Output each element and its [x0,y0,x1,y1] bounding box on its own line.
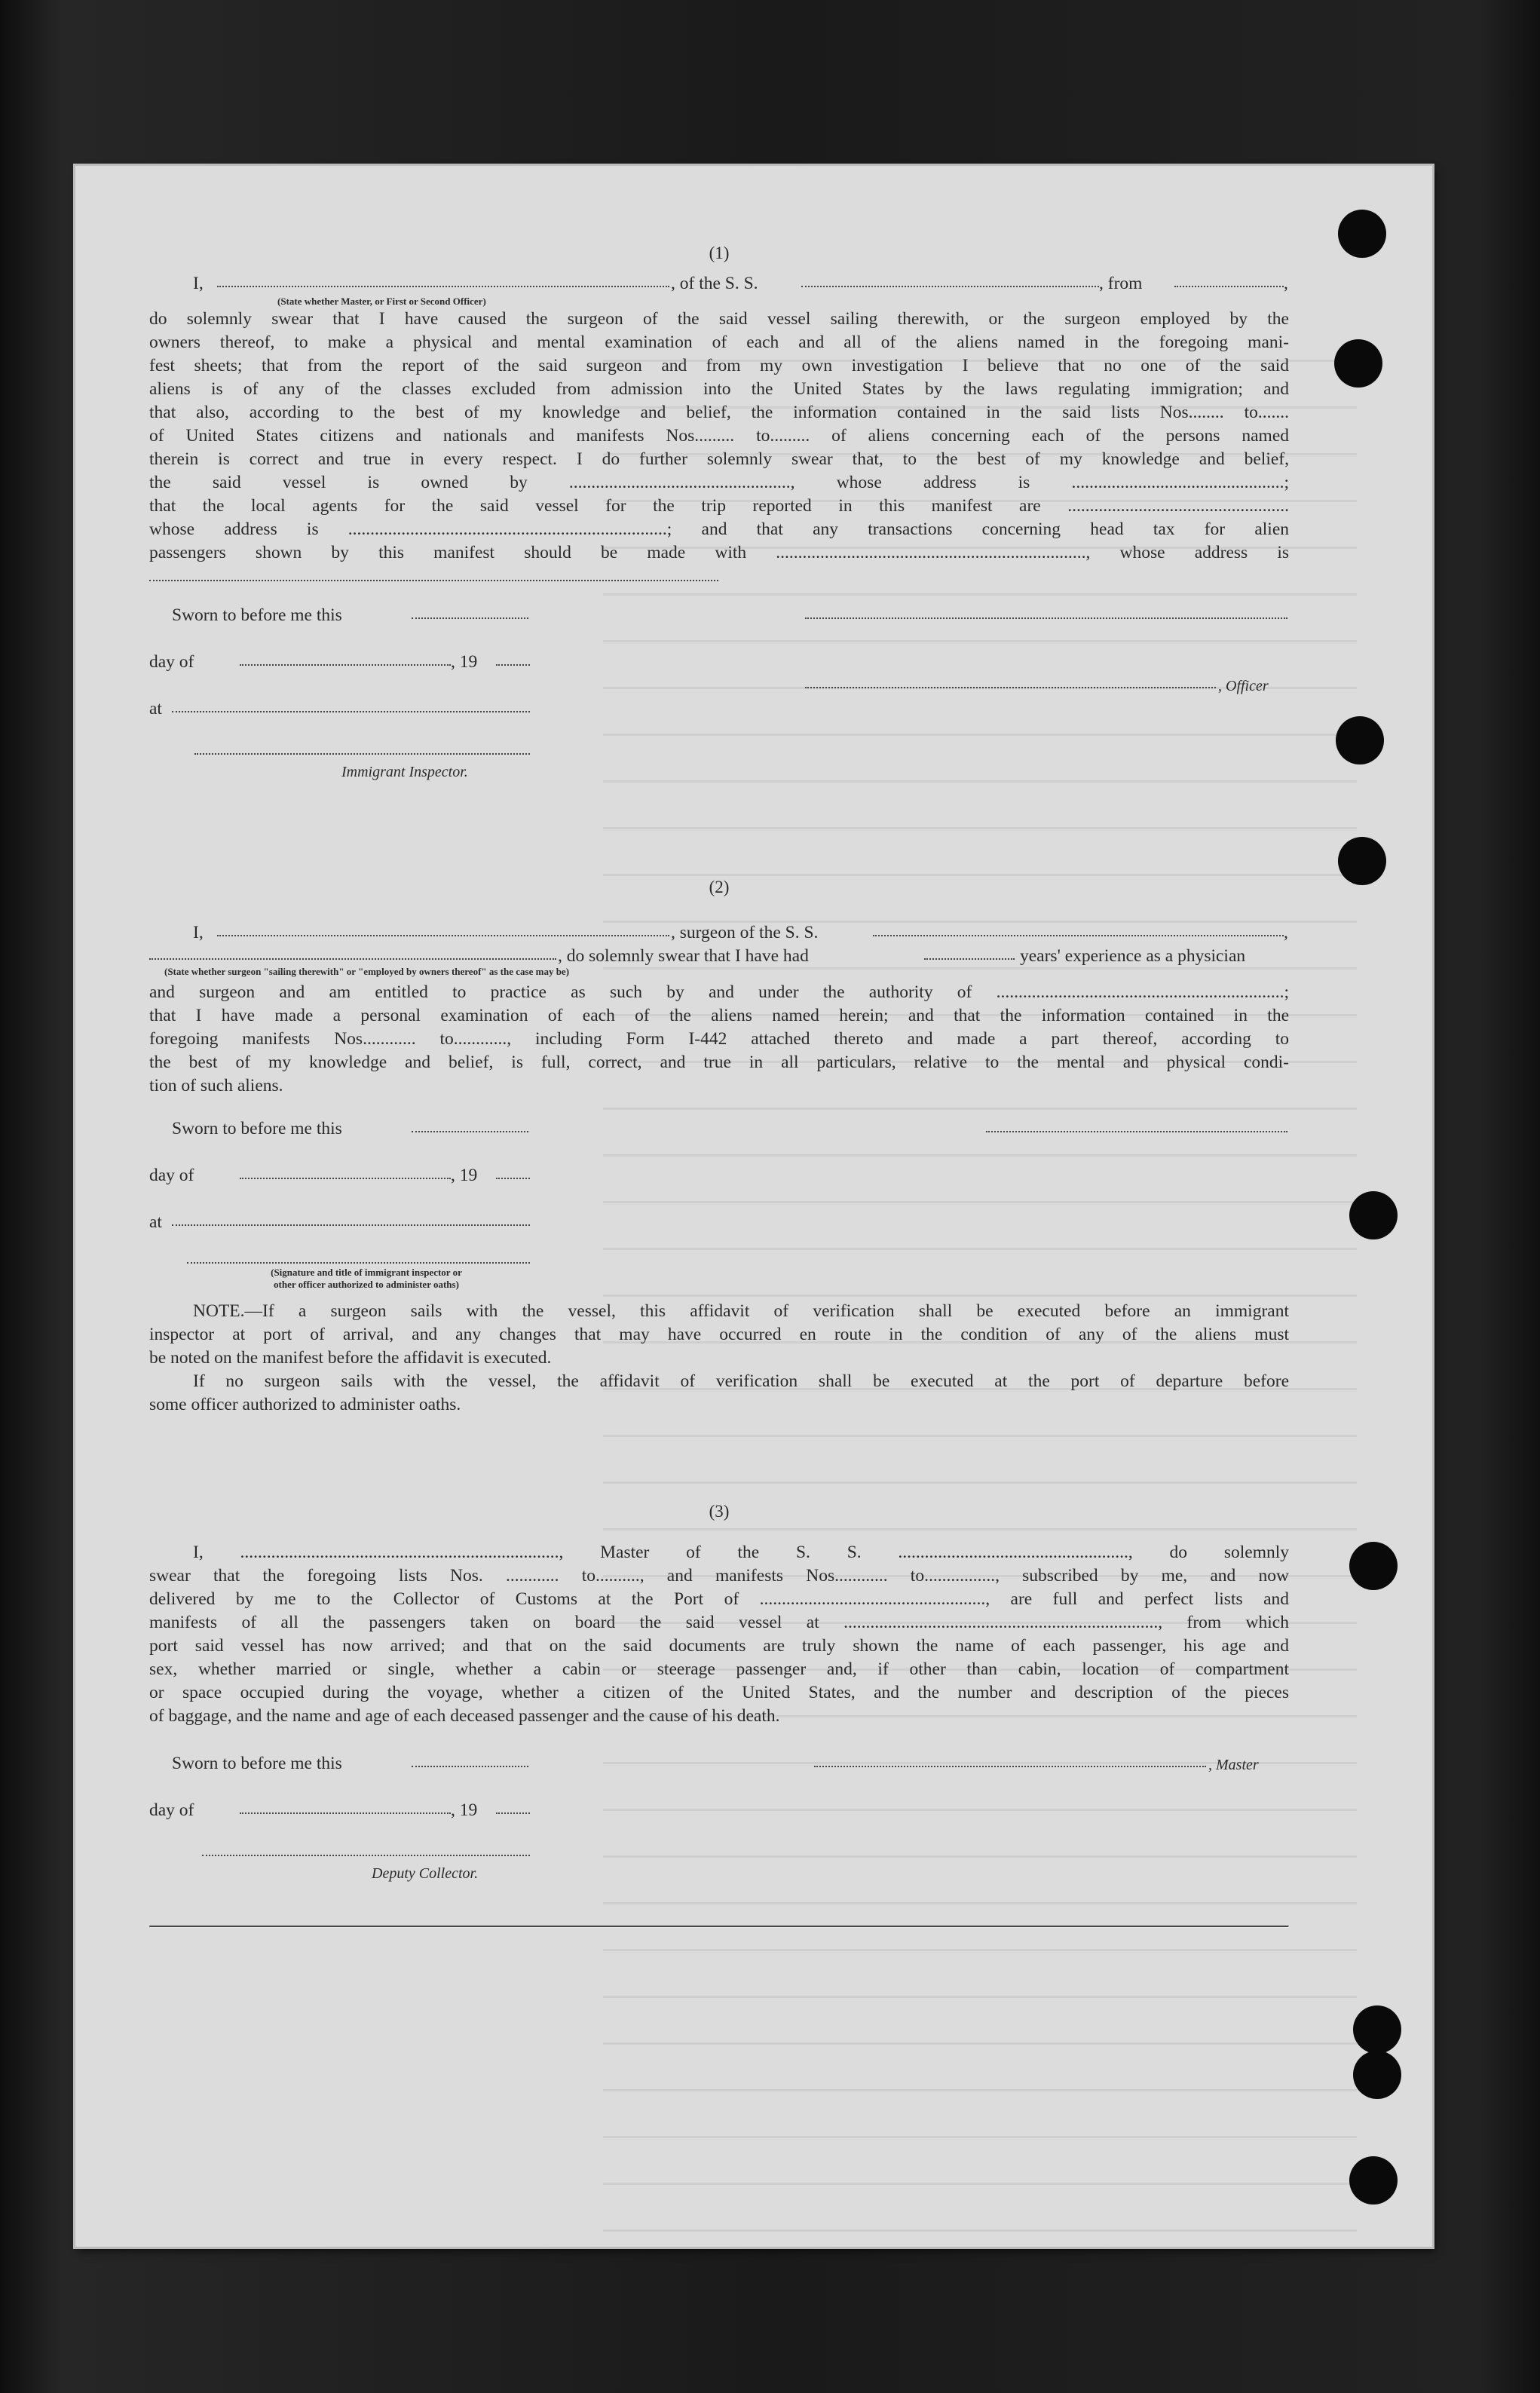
oath-pronoun: I, [193,274,204,293]
day-blank[interactable] [240,1799,451,1814]
body-line: that also, according to the best of my knowledge and belief, the information contained in the said lists Nos........ to....... [149,403,1289,422]
body-line: aliens is of any of the classes excluded from admission into the United States by the laws regulating immigration; and [149,379,1289,399]
year-blank[interactable] [496,651,530,666]
body-line: swear that the foregoing lists Nos. ............ to.........., and manifests Nos............ to................, subscribed by me, and now [149,1566,1289,1586]
punch-hole [1349,1191,1398,1239]
note-line: inspector at port of arrival, and any changes that may have occurred en route in the condition of any of the aliens must [149,1325,1289,1344]
body-line: the best of my knowledge and belief, is full, correct, and true in all particulars, relative to the mental and physical condi- [149,1052,1289,1072]
day-of-label: day of [149,652,194,672]
body-line: of United States citizens and nationals and manifests Nos......... to......... of aliens concerning each of the persons named [149,426,1289,446]
body-line: sex, whether married or single, whether a cabin or steerage passenger and, if other than cabin, location of compartment [149,1659,1289,1679]
surgeon-caption: (State whether surgeon "sailing therewith" or "employed by owners thereof" as the case may be) [164,966,570,977]
comma: , [1284,274,1288,293]
year-label: , 19 [451,652,478,672]
body-line: port said vessel has now arrived; and that on the said documents are truly shown the name of each passenger, his age and [149,1636,1289,1656]
section-2-body [149,981,1289,1098]
body-line: fest sheets; that from the report of the said surgeon and from my own investigation I believe that no one of the said [149,356,1289,375]
body-line: do solemnly swear that I have caused the surgeon of the said vessel sailing therewith, or the surgeon employed by the [149,309,1289,329]
surgeon-of-ss-label: , surgeon of the S. S. [671,923,819,942]
day-of-label: day of [149,1166,194,1185]
body-line: the said vessel is owned by .................................................., whose address is ................................................; [149,473,1289,492]
surgeon-status-blank[interactable] [149,945,556,960]
collector-caption: Deputy Collector. [372,1865,479,1882]
punch-hole [1338,837,1386,885]
oath-pronoun: I, [193,923,204,942]
year-label: , 19 [451,1800,478,1820]
at-label: at [149,1212,162,1232]
inspector-caption: Immigrant Inspector. [341,764,468,780]
section-number: (2) [709,878,730,896]
body-line: passengers shown by this manifest should be made with ......................................................................, whose address is [149,543,1289,562]
punch-hole [1353,2005,1401,2054]
punch-hole [1336,716,1384,764]
body-line: that the local agents for the said vessel for the trip reported in this manifest are .................................................. [149,496,1289,516]
officer-title-blank[interactable] [805,673,1216,688]
note-block [149,1300,1289,1417]
officer-name-blank[interactable] [217,272,669,287]
year-blank[interactable] [496,1164,530,1179]
body-line: foregoing manifests Nos............ to............, including Form I-442 attached thereto and made a part thereof, according to [149,1029,1289,1049]
section-3-body [149,1541,1289,1728]
bottom-rule [149,1926,1289,1928]
inspector-signature-blank[interactable] [187,1249,530,1264]
inspector-signature-blank[interactable] [194,740,530,755]
vessel-name-blank[interactable] [873,921,1284,936]
punch-hole [1353,2051,1401,2099]
physician-label: years' experience as a physician [1020,946,1246,966]
sworn-label: Sworn to before me this [172,605,342,625]
body-line: and surgeon and am entitled to practice as such by and under the authority of .................................................................; [149,982,1289,1002]
sworn-date-blank[interactable] [412,604,528,619]
punch-hole [1349,1542,1398,1590]
swear-label: , do solemnly swear that I have had [558,946,809,966]
year-label: , 19 [451,1166,478,1185]
body-line: manifests of all the passengers taken on board the said vessel at ......................................................................., from which [149,1613,1289,1632]
surgeon-name-blank[interactable] [217,921,669,936]
body-line: of baggage, and the name and age of each deceased passenger and the cause of his death. [149,1706,780,1726]
sworn-label: Sworn to before me this [172,1754,342,1773]
comma: , [1284,923,1288,942]
punch-hole [1338,210,1386,258]
sworn-label: Sworn to before me this [172,1119,342,1138]
body-line: whose address is ........................................................................; and that any transactions concerning head tax for alien [149,519,1289,539]
body-line: delivered by me to the Collector of Customs at the Port of ..................................................., are full and perfect lists and [149,1589,1289,1609]
section-2 [149,875,1289,1417]
body-line: therein is correct and true in every respect. I do further solemnly swear that, to the best of my knowledge and belief, [149,449,1289,469]
day-of-label: day of [149,1800,194,1820]
of-ss-label: , of the S. S. [671,274,758,293]
address-blank[interactable] [149,566,718,581]
day-blank[interactable] [240,1164,451,1179]
at-label: at [149,699,162,719]
master-signature-blank[interactable] [814,1752,1206,1767]
note-line: If no surgeon sails with the vessel, the affidavit of verification shall be executed at the port of departure before [193,1371,1289,1391]
year-blank[interactable] [496,1799,530,1814]
place-blank[interactable] [172,1211,530,1226]
punch-hole [1349,2156,1398,2205]
officer-label: , Officer [1218,678,1269,694]
body-line: tion of such aliens. [149,1076,283,1095]
sworn-date-blank[interactable] [412,1117,528,1132]
section-1-body [149,308,1289,574]
surgeon-signature-blank[interactable] [986,1117,1287,1132]
section-1 [149,241,1289,792]
vessel-name-blank[interactable] [801,272,1099,287]
signature-caption-2: other officer authorized to administer oaths) [274,1279,459,1290]
from-label: , from [1099,274,1143,293]
body-line: I, ........................................................................, Master of the S. S. ...................................................., do solemnly [193,1543,1289,1562]
sworn-date-blank[interactable] [412,1752,528,1767]
body-line: or space occupied during the voyage, whether a citizen of the United States, and the number and description of the pieces [149,1683,1289,1702]
note-line: be noted on the manifest before the affidavit is executed. [149,1348,552,1368]
section-number: (1) [709,244,730,262]
departure-port-blank[interactable] [1174,272,1284,287]
years-blank[interactable] [924,945,1015,960]
punch-hole [1334,339,1382,388]
section-number: (3) [709,1502,730,1521]
body-line: that I have made a personal examination of each of the aliens named herein; and that the information contained in the [149,1006,1289,1025]
note-line: some officer authorized to administer oaths. [149,1395,461,1414]
officer-caption: (State whether Master, or First or Second Officer) [277,296,486,307]
signature-caption-1: (Signature and title of immigrant inspector or [271,1267,462,1278]
day-blank[interactable] [240,651,451,666]
note-line: NOTE.—If a surgeon sails with the vessel, this affidavit of verification shall be executed before an immigrant [193,1301,1289,1321]
body-line: owners thereof, to make a physical and mental examination of each and all of the aliens named in the foregoing mani- [149,332,1289,352]
affidavit-sheet [149,241,1289,1928]
officer-signature-blank[interactable] [805,604,1287,619]
collector-signature-blank[interactable] [202,1841,530,1856]
place-blank[interactable] [172,697,530,712]
section-3 [149,1500,1289,1928]
master-label: , Master [1208,1757,1259,1773]
